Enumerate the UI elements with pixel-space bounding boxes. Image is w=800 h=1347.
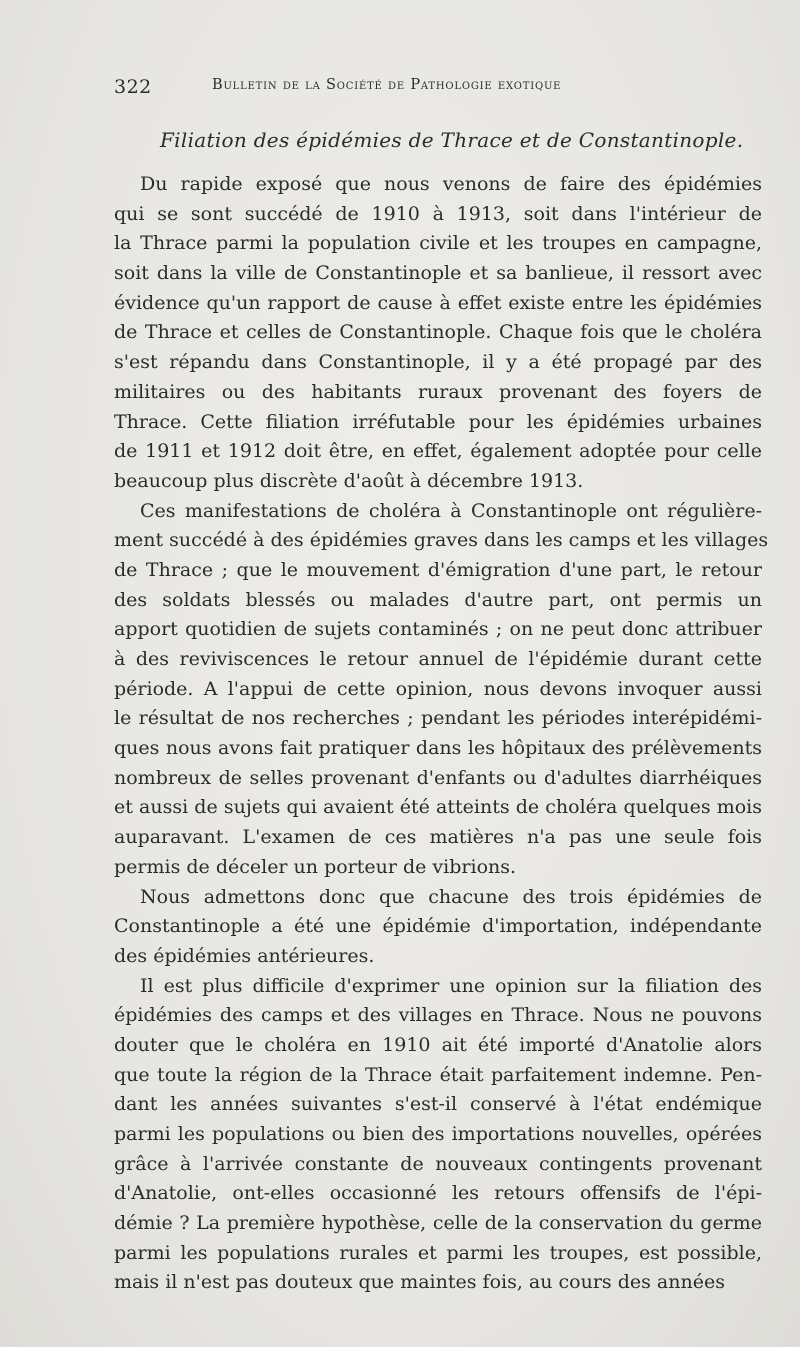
- text-line: s'est répandu dans Constantinople, il y a été propagé par des: [114, 351, 762, 374]
- text-line: évidence qu'un rapport de cause à effet existe entre les épidémies: [114, 291, 762, 314]
- text-line: Constantinople a été une épidémie d'importation, indépendante: [114, 915, 762, 938]
- text-line: des épidémies antérieures.: [114, 944, 375, 967]
- section-title: Filiation des épidémies de Thrace et de Constantinople.: [160, 128, 744, 152]
- paragraph: [114, 972, 762, 1299]
- text-line: Thrace. Cette filiation irréfutable pour les épidémies urbaines: [114, 410, 762, 433]
- paragraph: [114, 883, 762, 972]
- text-line: et aussi de sujets qui avaient été atteints de choléra quelques mois: [114, 796, 762, 819]
- paragraph: [114, 170, 762, 497]
- text-line: des soldats blessés ou malades d'autre part, ont permis un: [114, 588, 762, 611]
- page-header: [114, 76, 674, 102]
- body-text: [114, 170, 769, 1298]
- text-line: parmi les populations ou bien des importations nouvelles, opérées: [114, 1123, 762, 1145]
- text-line: le résultat de nos recherches ; pendant les périodes interépidémi-: [114, 707, 762, 730]
- running-title: Bulletin de la Société de Pathologie exotique: [212, 77, 562, 93]
- text-line: militaires ou des habitants ruraux provenant des foyers de: [114, 380, 762, 403]
- text-line: Il est plus difficile d'exprimer une opinion sur la filiation des: [140, 974, 762, 997]
- text-line: grâce à l'arrivée constante de nouveaux contingents provenant: [114, 1152, 762, 1175]
- text-line: douter que le choléra en 1910 ait été importé d'Anatolie alors: [114, 1033, 762, 1056]
- text-line: démie ? La première hypothèse, celle de la conservation du germe: [114, 1212, 762, 1235]
- text-line: qui se sont succédé de 1910 à 1913, soit dans l'intérieur de: [114, 202, 762, 225]
- text-line: auparavant. L'examen de ces matières n'a pas une seule fois: [114, 826, 762, 849]
- text-line: Nous admettons donc que chacune des trois épidémies de: [140, 885, 762, 908]
- text-line: de 1911 et 1912 doit être, en effet, également adoptée pour celle: [114, 440, 762, 463]
- text-line: épidémies des camps et des villages en Thrace. Nous ne pouvons: [114, 1004, 762, 1027]
- text-line: soit dans la ville de Constantinople et sa banlieue, il ressort avec: [114, 262, 762, 285]
- text-line: nombreux de selles provenant d'enfants ou d'adultes diarrhéiques: [114, 766, 762, 789]
- text-line: de Thrace et celles de Constantinople. Chaque fois que le choléra: [114, 321, 762, 344]
- paragraph: [114, 497, 769, 883]
- text-line: apport quotidien de sujets contaminés ; on ne peut donc attribuer: [114, 618, 762, 641]
- page-number: 322: [114, 76, 152, 98]
- text-line: mais il n'est pas douteux que maintes fois, au cours des années: [114, 1271, 725, 1294]
- text-line: Du rapide exposé que nous venons de faire des épidémies: [140, 173, 762, 195]
- text-line: période. A l'appui de cette opinion, nous devons invoquer aussi: [114, 677, 762, 700]
- text-line: d'Anatolie, ont-elles occasionné les retours offensifs de l'épi-: [114, 1182, 762, 1205]
- text-line: beaucoup plus discrète d'août à décembre 1913.: [114, 469, 584, 492]
- text-line: dant les années suivantes s'est-il conservé à l'état endémique: [114, 1093, 762, 1116]
- text-line: ques nous avons fait pratiquer dans les hôpitaux des prélèvements: [114, 737, 762, 760]
- text-line: de Thrace ; que le mouvement d'émigration d'une part, le retour: [114, 558, 762, 581]
- text-line: la Thrace parmi la population civile et les troupes en campagne,: [114, 232, 762, 255]
- text-line: à des reviviscences le retour annuel de l'épidémie durant cette: [114, 648, 762, 670]
- text-line: ment succédé à des épidémies graves dans les camps et les villages: [114, 529, 769, 552]
- text-line: Ces manifestations de choléra à Constantinople ont régulière-: [140, 499, 762, 522]
- text-line: permis de déceler un porteur de vibrions.: [114, 855, 517, 878]
- text-line: parmi les populations rurales et parmi les troupes, est possible,: [114, 1241, 762, 1264]
- text-line: que toute la région de la Thrace était parfaitement indemne. Pen-: [114, 1063, 762, 1086]
